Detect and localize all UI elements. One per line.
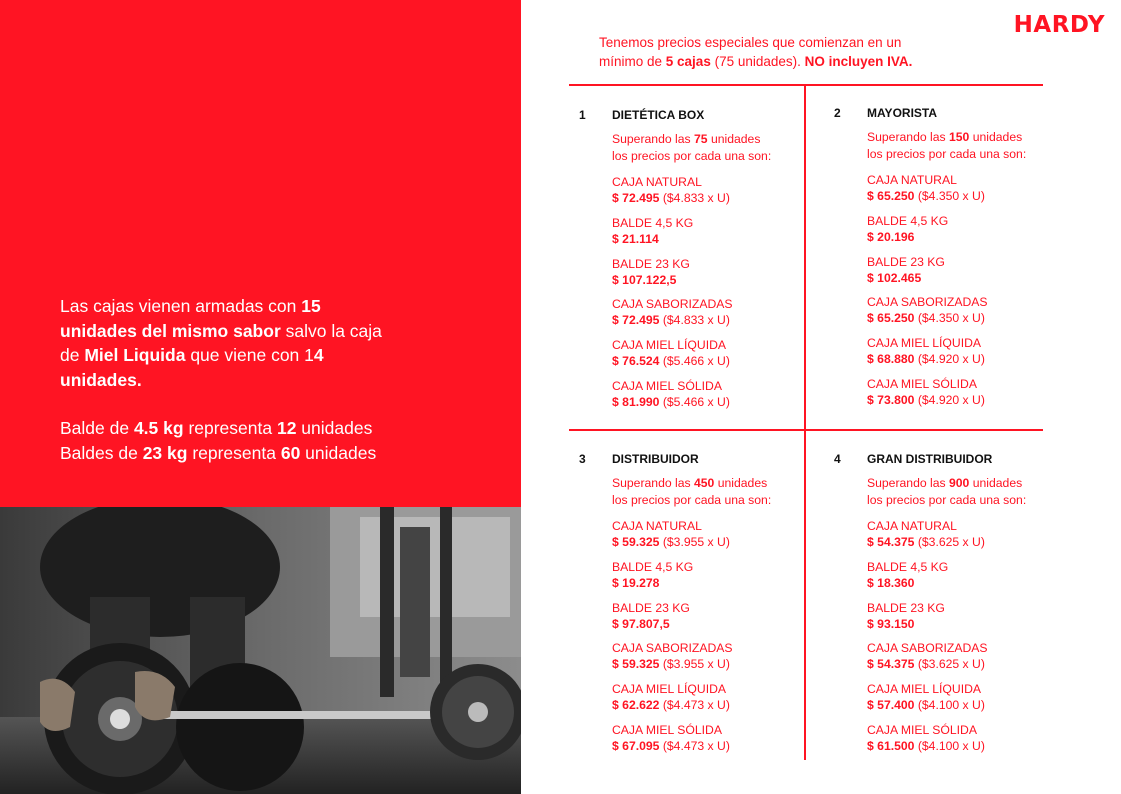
tier-threshold: Superando las 450 unidades los precios por cada una son: bbox=[612, 476, 772, 507]
info-text-segment: Las cajas vienen armadas con bbox=[60, 296, 302, 316]
price-item bbox=[612, 215, 812, 256]
tier-name: DISTRIBUIDOR bbox=[612, 452, 699, 466]
product-name: CAJA MIEL LÍQUIDA bbox=[612, 682, 727, 697]
price-item bbox=[612, 174, 812, 215]
info-text-bold: Miel Liquida bbox=[84, 345, 186, 365]
info-text-bold: 15 unidades del mismo sabor bbox=[60, 296, 321, 341]
left-panel bbox=[0, 0, 521, 794]
product-name: CAJA SABORIZADAS bbox=[612, 641, 733, 656]
price-item bbox=[612, 337, 812, 378]
price-item bbox=[867, 376, 1067, 417]
price-item bbox=[612, 559, 812, 600]
price-item bbox=[612, 518, 812, 559]
product-name: CAJA SABORIZADAS bbox=[867, 641, 988, 656]
info-text-bold: 4 unidades. bbox=[60, 345, 324, 390]
price-list bbox=[612, 518, 812, 763]
tier-number: 2 bbox=[834, 106, 841, 120]
product-price: $ 81.990 ($5.466 x U) bbox=[612, 394, 730, 409]
product-name: BALDE 4,5 KG bbox=[612, 559, 694, 574]
tier-number: 3 bbox=[579, 452, 586, 466]
product-price: $ 67.095 ($4.473 x U) bbox=[612, 738, 730, 753]
product-name: CAJA NATURAL bbox=[612, 519, 702, 533]
product-name: CAJA MIEL LÍQUIDA bbox=[612, 338, 727, 353]
product-name: CAJA MIEL SÓLIDA bbox=[867, 722, 977, 737]
price-item bbox=[867, 254, 1067, 295]
tier-threshold: Superando las 150 unidades los precios por cada una son: bbox=[867, 130, 1027, 161]
product-name: BALDE 23 KG bbox=[867, 600, 945, 615]
info-text-segment: salvo la caja de bbox=[60, 320, 382, 365]
product-name: BALDE 4,5 KG bbox=[867, 559, 949, 574]
info-line-baldes: Baldes de 23 kg representa 60 unidades bbox=[60, 442, 377, 463]
product-name: BALDE 23 KG bbox=[612, 256, 690, 271]
pricing-panel bbox=[521, 0, 1121, 794]
product-price: $ 18.360 bbox=[867, 575, 915, 590]
price-item bbox=[867, 640, 1067, 681]
tier-threshold: Superando las 75 unidades los precios por cada una son: bbox=[612, 132, 772, 163]
tier-number: 1 bbox=[579, 108, 586, 122]
price-item bbox=[867, 213, 1067, 254]
product-price: $ 65.250 ($4.350 x U) bbox=[867, 189, 985, 203]
product-name: CAJA NATURAL bbox=[867, 173, 957, 187]
price-item bbox=[612, 256, 812, 297]
product-price: $ 107.122,5 bbox=[612, 272, 677, 287]
price-item bbox=[867, 172, 1067, 213]
price-item bbox=[612, 640, 812, 681]
product-price: $ 97.807,5 bbox=[612, 616, 670, 631]
product-name: CAJA MIEL SÓLIDA bbox=[612, 378, 722, 393]
product-price: $ 102.465 bbox=[867, 270, 922, 285]
price-item bbox=[867, 559, 1067, 600]
product-price: $ 65.250 ($4.350 x U) bbox=[867, 311, 985, 326]
intro-text bbox=[599, 34, 959, 71]
price-item bbox=[612, 681, 812, 722]
product-name: CAJA NATURAL bbox=[612, 175, 702, 189]
tier-name: DIETÉTICA BOX bbox=[612, 108, 705, 122]
product-name: CAJA MIEL SÓLIDA bbox=[612, 722, 722, 737]
price-item bbox=[867, 294, 1067, 335]
product-name: BALDE 23 KG bbox=[612, 600, 690, 615]
price-list bbox=[612, 174, 812, 419]
intro-line: mínimo de 5 cajas (75 unidades). NO incluyen IVA. bbox=[599, 53, 913, 69]
tier-threshold: Superando las 900 unidades los precios por cada una son: bbox=[867, 476, 1027, 507]
middle-divider bbox=[569, 429, 1043, 431]
info-line-balde: Balde de 4.5 kg representa 12 unidades bbox=[60, 418, 373, 438]
product-price: $ 61.500 ($4.100 x U) bbox=[867, 738, 985, 753]
product-name: BALDE 4,5 KG bbox=[612, 215, 694, 230]
gym-photo bbox=[0, 507, 521, 794]
info-text bbox=[60, 294, 390, 465]
price-item bbox=[867, 518, 1067, 559]
product-price: $ 73.800 ($4.920 x U) bbox=[867, 392, 985, 407]
product-price: $ 68.880 ($4.920 x U) bbox=[867, 352, 985, 367]
product-price: $ 54.375 ($3.625 x U) bbox=[867, 657, 985, 672]
product-price: $ 72.495 ($4.833 x U) bbox=[612, 313, 730, 328]
product-price: $ 59.325 ($3.955 x U) bbox=[612, 535, 730, 549]
price-list bbox=[867, 518, 1067, 763]
price-item bbox=[612, 378, 812, 419]
product-name: CAJA NATURAL bbox=[867, 519, 957, 533]
product-price: $ 19.278 bbox=[612, 575, 660, 590]
tier-name: MAYORISTA bbox=[867, 106, 938, 120]
info-text-segment: que viene con 1 bbox=[185, 345, 314, 365]
product-name: BALDE 4,5 KG bbox=[867, 213, 949, 228]
red-info-panel bbox=[0, 0, 521, 507]
price-item bbox=[612, 600, 812, 641]
product-name: CAJA MIEL LÍQUIDA bbox=[867, 682, 982, 697]
product-price: $ 72.495 ($4.833 x U) bbox=[612, 191, 730, 205]
price-item bbox=[867, 600, 1067, 641]
price-item bbox=[867, 335, 1067, 376]
product-price: $ 93.150 bbox=[867, 616, 915, 631]
product-price: $ 54.375 ($3.625 x U) bbox=[867, 535, 985, 549]
product-name: CAJA SABORIZADAS bbox=[867, 295, 988, 310]
product-price: $ 76.524 ($5.466 x U) bbox=[612, 354, 730, 369]
product-price: $ 59.325 ($3.955 x U) bbox=[612, 657, 730, 672]
product-name: CAJA MIEL SÓLIDA bbox=[867, 376, 977, 391]
product-name: BALDE 23 KG bbox=[867, 254, 945, 269]
hardy-logo: HARDY bbox=[1013, 12, 1105, 38]
product-name: CAJA SABORIZADAS bbox=[612, 297, 733, 312]
weightlifter-image bbox=[0, 507, 521, 794]
price-item bbox=[867, 722, 1067, 763]
price-item bbox=[612, 722, 812, 763]
product-price: $ 57.400 ($4.100 x U) bbox=[867, 698, 985, 713]
tier-name: GRAN DISTRIBUIDOR bbox=[867, 452, 993, 466]
price-item bbox=[867, 681, 1067, 722]
tier-number: 4 bbox=[834, 452, 841, 466]
product-price: $ 62.622 ($4.473 x U) bbox=[612, 698, 730, 713]
info-paragraph bbox=[60, 294, 390, 392]
price-list bbox=[867, 172, 1067, 417]
price-item bbox=[612, 296, 812, 337]
product-price: $ 20.196 bbox=[867, 229, 915, 244]
intro-line: Tenemos precios especiales que comienzan en un bbox=[599, 35, 902, 50]
top-divider bbox=[569, 84, 1043, 86]
product-name: CAJA MIEL LÍQUIDA bbox=[867, 336, 982, 351]
product-price: $ 21.114 bbox=[612, 231, 659, 246]
